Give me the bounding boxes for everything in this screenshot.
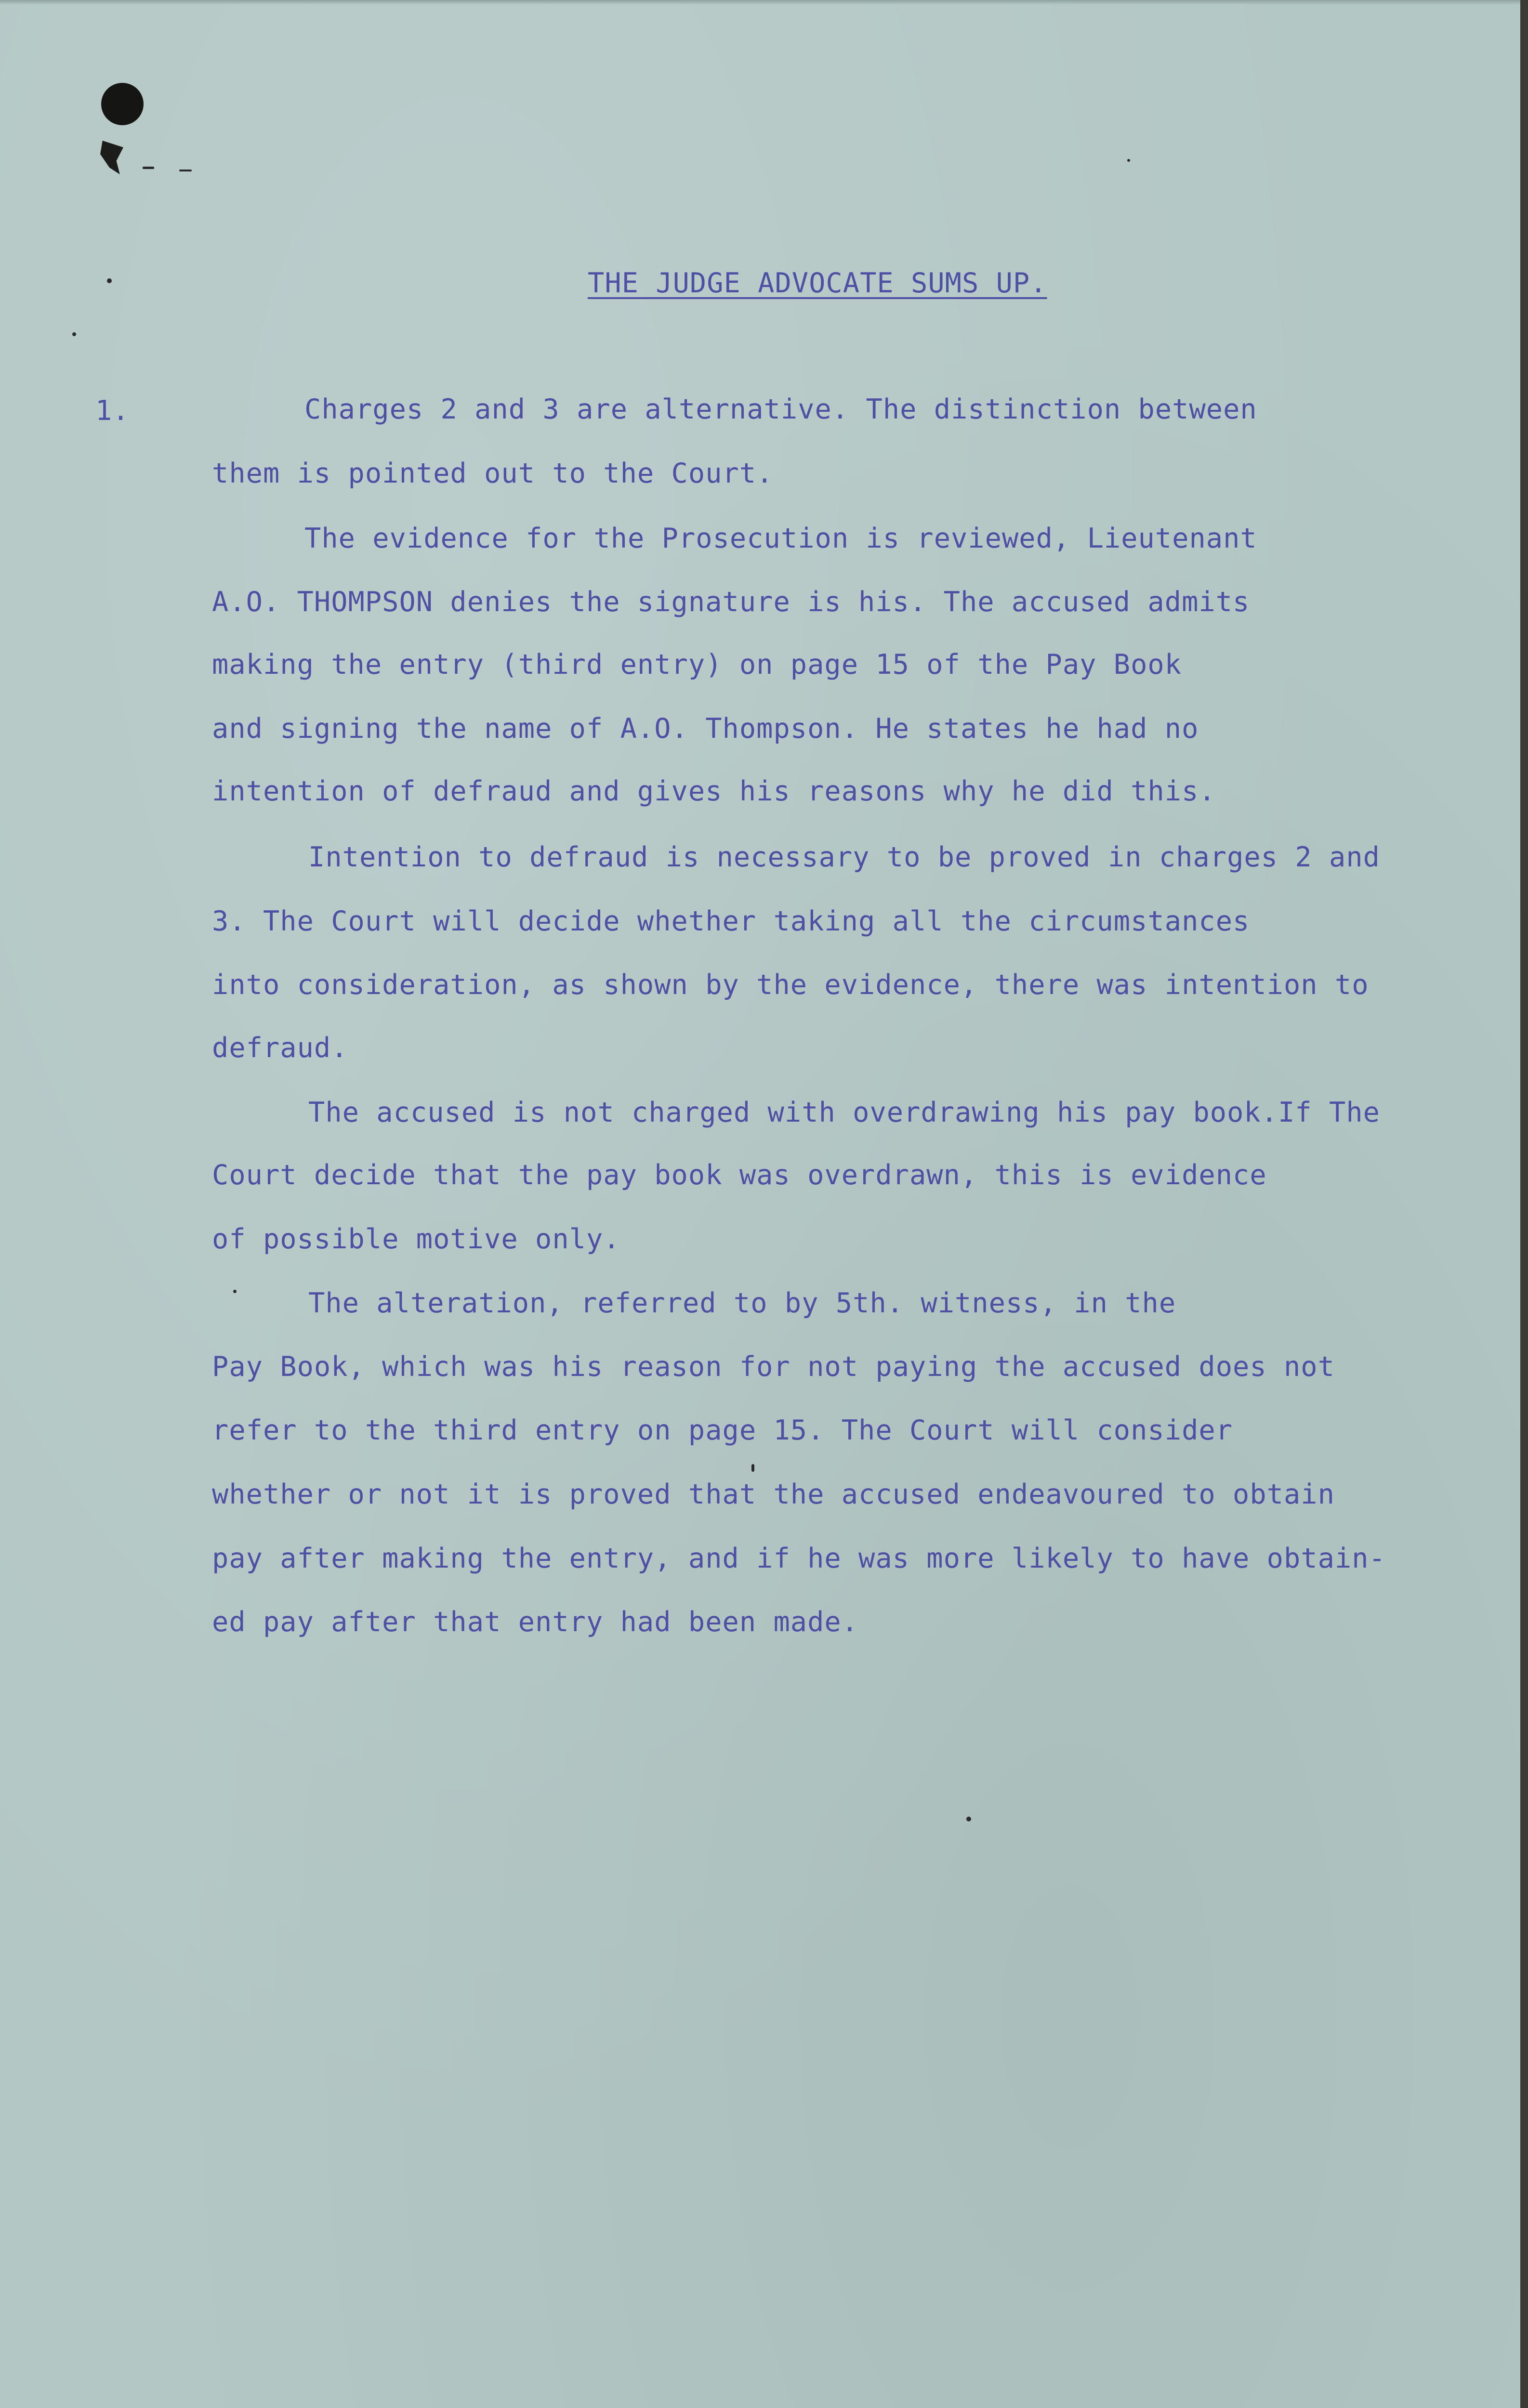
paper-speck (143, 167, 154, 169)
text-line: refer to the third entry on page 15. The Court will consider (212, 1414, 1233, 1446)
paper-speck (966, 1817, 971, 1821)
text-line: 3. The Court will decide whether taking all the circumstances (212, 905, 1250, 937)
text-line: The evidence for the Prosecution is reviewed, Lieutenant (304, 523, 1257, 554)
text-line: Intention to defraud is necessary to be proved in charges 2 and (308, 841, 1380, 873)
paper-speck (233, 1290, 237, 1293)
document-title: THE JUDGE ADVOCATE SUMS UP. (588, 267, 1047, 299)
paragraph-number: 1. (95, 395, 130, 427)
text-line: A.O. THOMPSON denies the signature is his. The accused admits (212, 586, 1250, 618)
text-line: them is pointed out to the Court. (212, 458, 774, 489)
text-line: defraud. (212, 1032, 348, 1064)
text-line: pay after making the entry, and if he was more likely to have obtain- (212, 1543, 1386, 1574)
paper-speck (179, 170, 192, 171)
text-line: Pay Book, which was his reason for not paying the accused does not (212, 1351, 1335, 1383)
paper-speck (751, 1464, 754, 1472)
text-line: intention of defraud and gives his reasons why he did this. (212, 775, 1216, 807)
text-line: into consideration, as shown by the evidence, there was intention to (212, 969, 1369, 1001)
text-line: making the entry (third entry) on page 15 of the Pay Book (212, 649, 1182, 681)
text-line: The alteration, referred to by 5th. witness, in the (308, 1287, 1176, 1319)
text-line: Court decide that the pay book was overdrawn, this is evidence (212, 1159, 1267, 1191)
tear-mark (100, 141, 123, 174)
text-line: and signing the name of A.O. Thompson. He states he had no (212, 713, 1199, 745)
text-line: whether or not it is proved that the accused endeavoured to obtain (212, 1479, 1335, 1510)
paper-speck (1127, 159, 1130, 162)
text-line: Charges 2 and 3 are alternative. The distinction between (304, 393, 1257, 425)
page-right-edge (1520, 0, 1528, 2408)
text-line: The accused is not charged with overdrawing his pay book.If The (308, 1097, 1380, 1128)
punch-hole (101, 83, 144, 125)
paper-speck (107, 278, 112, 283)
text-line: of possible motive only. (212, 1223, 620, 1255)
text-line: ed pay after that entry had been made. (212, 1606, 859, 1638)
page-top-shadow (0, 0, 1528, 5)
paper-speck (72, 332, 76, 336)
